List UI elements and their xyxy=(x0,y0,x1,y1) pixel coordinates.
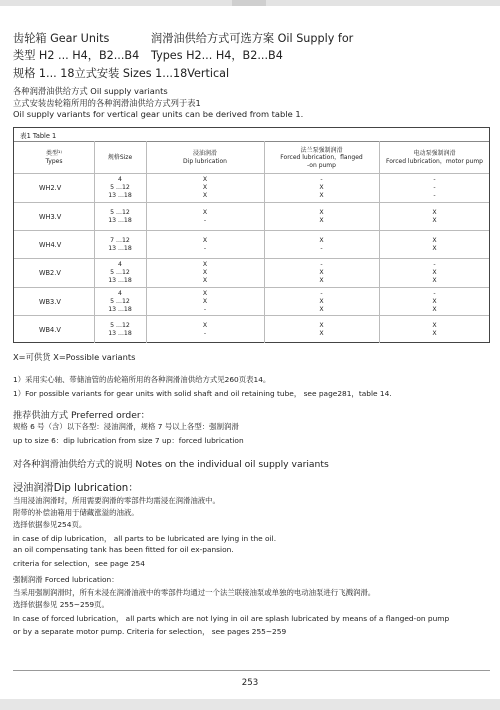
motor-pump-cell xyxy=(379,209,490,224)
motor-pump-cell-value: X xyxy=(432,217,437,224)
dip-cell-value: X xyxy=(202,322,208,330)
type-cell: WB3.V xyxy=(39,298,61,306)
motor-pump-cell-value: - xyxy=(433,290,436,298)
size-cell-value: 5 ...12 xyxy=(110,184,130,192)
dip-cell-value: X xyxy=(202,237,208,245)
preferred-title: 推荐供油方式 Preferred order： xyxy=(13,410,150,421)
size-cell-value: 4 xyxy=(118,290,122,298)
size-cell-value: 13 ...18 xyxy=(108,276,132,284)
dip-line-4: in case of dip lubrication， all parts to be lubricated are lying in the oil. xyxy=(13,534,277,543)
flange-pump-cell-value: X xyxy=(319,217,324,224)
header-types xyxy=(14,143,94,173)
type-cell: WB4.V xyxy=(39,326,61,334)
forced-line-1: 当采用强制润滑时，所有未浸在润滑油液中的零部件均通过一个法兰联接油泵或单独的电动油泵进行飞溅润滑。 xyxy=(13,588,376,597)
motor-pump-cell-value: X xyxy=(432,269,437,277)
size-cell xyxy=(96,261,144,284)
size-cell-value: 4 xyxy=(118,176,122,184)
row-divider xyxy=(14,258,489,259)
motor-pump-cell xyxy=(379,261,490,284)
dip-cell-value: - xyxy=(203,217,207,224)
dip-cell xyxy=(146,176,264,199)
motor-pump-cell-value: X xyxy=(432,305,437,313)
top-bar xyxy=(0,0,500,6)
flange-pump-cell xyxy=(264,209,379,224)
type-cell: WH3.V xyxy=(39,213,62,221)
dip-line-3: 选择依据参见254页。 xyxy=(13,520,87,529)
preferred-en: up to size 6：dip lubrication from size 7 up：forced lubrication xyxy=(13,436,244,445)
flange-pump-cell xyxy=(264,290,379,313)
flange-pump-cell-value: X xyxy=(319,184,324,192)
size-cell-value: 4 xyxy=(118,261,122,269)
flange-pump-cell-value: X xyxy=(319,191,324,199)
header-divider xyxy=(14,173,489,174)
size-cell-value: 13 ...18 xyxy=(108,245,132,252)
dip-cell xyxy=(146,290,264,313)
dip-title: 浸油润滑Dip lubrication： xyxy=(13,483,139,494)
header-dip-en: Dip lubrication xyxy=(183,158,227,165)
table-caption-rule xyxy=(14,141,489,142)
motor-pump-cell-value: X xyxy=(432,237,437,245)
intro-line-1: 各种润滑油供给方式 Oil supply variants xyxy=(13,86,168,96)
header-gear-units: 齿轮箱 Gear Units xyxy=(13,32,110,45)
header-size-label: 规格Size xyxy=(107,154,133,162)
bottom-bar xyxy=(0,699,500,710)
flange-pump-cell-value: X xyxy=(319,305,324,313)
dip-cell xyxy=(146,209,264,224)
footer-rule xyxy=(13,670,490,671)
flange-pump-cell-value: - xyxy=(320,245,323,252)
type-cell: WB2.V xyxy=(39,269,61,277)
dip-cell-value: X xyxy=(202,209,208,217)
top-bar-notch xyxy=(232,0,266,6)
dip-cell xyxy=(146,237,264,252)
motor-pump-cell-value: - xyxy=(433,261,436,269)
header-dip-cn: 浸油润滑 xyxy=(192,150,217,158)
oil-supply-table xyxy=(13,127,490,343)
flange-pump-cell-value: X xyxy=(319,276,324,284)
footnote-en: 1）For possible variants for gear units with solid shaft and oil retaining tube， see page281，table 14. xyxy=(13,389,392,398)
size-cell xyxy=(96,176,144,199)
dip-cell-value: X xyxy=(202,290,208,298)
flange-pump-cell xyxy=(264,237,379,252)
size-cell-value: 13 ...18 xyxy=(108,305,132,313)
dip-line-6: criteria for selection，see page 254 xyxy=(13,559,145,568)
motor-pump-cell-value: X xyxy=(432,298,437,306)
flange-pump-cell-value: X xyxy=(319,269,324,277)
size-cell xyxy=(96,290,144,313)
motor-pump-cell xyxy=(379,290,490,313)
motor-pump-cell-value: X xyxy=(432,245,437,252)
notes-title: 对各种润滑油供给方式的说明 Notes on the individual oil supply variants xyxy=(13,459,329,470)
motor-pump-cell-value: - xyxy=(433,191,436,199)
size-cell-value: 13 ...18 xyxy=(108,191,132,199)
header-types-en: Types xyxy=(45,158,63,165)
header-motor-cn: 电动泵强制润滑 xyxy=(413,150,456,158)
row-divider xyxy=(14,287,489,288)
dip-cell xyxy=(146,322,264,337)
size-cell-value: 13 ...18 xyxy=(108,217,132,224)
flange-pump-cell-value: X xyxy=(319,237,324,245)
row-divider xyxy=(14,230,489,231)
flange-pump-cell-value: - xyxy=(320,290,323,298)
header-sizes: 规格 1... 18立式安装 Sizes 1...18Vertical xyxy=(13,67,230,80)
dip-cell-value: X xyxy=(202,276,208,284)
type-cell: WH4.V xyxy=(39,241,62,249)
size-cell xyxy=(96,237,144,252)
dip-cell-value: X xyxy=(202,269,208,277)
dip-line-1: 当用浸油润滑时，所用需要润滑的零部件均需浸在润滑油液中。 xyxy=(13,496,220,505)
header-types-cn: 类型¹⁾ xyxy=(46,150,62,158)
size-cell-value: 5 ...12 xyxy=(110,209,130,217)
flange-pump-cell-value: X xyxy=(319,322,324,330)
row-divider xyxy=(14,315,489,316)
dip-cell-value: - xyxy=(203,305,207,313)
flange-pump-cell-value: X xyxy=(319,298,324,306)
dip-cell-value: X xyxy=(202,261,208,269)
header-motor-en: Forced lubrication，motor pump xyxy=(385,158,483,165)
size-cell-value: 5 ...12 xyxy=(110,322,130,330)
flange-pump-cell-value: - xyxy=(320,176,323,184)
motor-pump-cell-value: - xyxy=(433,184,436,192)
table-caption: 表1 Table 1 xyxy=(20,132,57,140)
forced-line-2: 选择依据参见 255~259页。 xyxy=(13,600,109,609)
flange-pump-cell xyxy=(264,261,379,284)
header-size xyxy=(94,143,146,173)
forced-title: 强制润滑 Forced lubrication： xyxy=(13,575,119,584)
motor-pump-cell xyxy=(379,322,490,337)
motor-pump-cell-value: - xyxy=(433,176,436,184)
size-cell-value: 13 ...18 xyxy=(108,330,132,337)
intro-line-3: Oil supply variants for vertical gear units can be derived from table 1. xyxy=(13,109,304,119)
dip-cell xyxy=(146,261,264,284)
header-forced-flange xyxy=(264,143,379,173)
header-types-en: Types H2... H4，B2...B4 xyxy=(151,49,283,62)
page-number: 253 xyxy=(241,678,259,688)
motor-pump-cell-value: X xyxy=(432,209,437,217)
header-forced-en: Forced lubrication，flanged xyxy=(280,154,363,162)
header-forced-en2: -on pump xyxy=(307,161,336,169)
flange-pump-cell-value: - xyxy=(320,261,323,269)
header-oil-supply: 润滑油供给方式可选方案 Oil Supply for xyxy=(151,32,354,45)
motor-pump-cell xyxy=(379,176,490,199)
motor-pump-cell-value: X xyxy=(432,330,437,337)
size-cell-value: 5 ...12 xyxy=(110,298,130,306)
motor-pump-cell-value: X xyxy=(432,276,437,284)
header-dip xyxy=(146,143,264,173)
size-cell xyxy=(96,209,144,224)
forced-line-4: or by a separate motor pump. Criteria for selection， see pages 255~259 xyxy=(13,627,287,636)
motor-pump-cell-value: X xyxy=(432,322,437,330)
type-cell: WH2.V xyxy=(39,184,62,192)
flange-pump-cell-value: X xyxy=(319,209,324,217)
dip-cell-value: - xyxy=(203,330,207,337)
dip-cell-value: - xyxy=(203,245,207,252)
dip-line-5: an oil compensating tank has been fitted for oil ex-pansion. xyxy=(13,545,234,554)
flange-pump-cell xyxy=(264,322,379,337)
intro-line-2: 立式安装齿轮箱所用的各种润滑油供给方式列于表1 xyxy=(13,98,201,108)
footnote-cn: 1）采用实心轴、带储油管的齿轮箱所用的各种润滑油供给方式见260页表14。 xyxy=(13,375,271,384)
header-types-cn: 类型 H2 ... H4，B2...B4 xyxy=(13,49,140,62)
preferred-cn: 规格 6 号（含）以下各型：浸油润滑，规格 7 号以上各型：强制润滑 xyxy=(13,422,239,431)
dip-line-2: 附带的补偿油箱用于储藏涨溢的油液。 xyxy=(13,508,139,517)
flange-pump-cell-value: X xyxy=(319,330,324,337)
forced-line-3: In case of forced lubrication， all parts which are not lying in oil are splash lubricated by means of a flanged-on pump xyxy=(13,614,450,623)
header-forced-motor xyxy=(379,143,490,173)
size-cell-value: 7 ...12 xyxy=(110,237,130,245)
size-cell-value: 5 ...12 xyxy=(110,269,130,277)
size-cell xyxy=(96,322,144,337)
dip-cell-value: X xyxy=(202,191,208,199)
row-divider xyxy=(14,202,489,203)
header-forced-cn: 法兰泵强制润滑 xyxy=(300,146,343,154)
legend: X=可供货 X=Possible variants xyxy=(13,352,136,362)
flange-pump-cell xyxy=(264,176,379,199)
dip-cell-value: X xyxy=(202,298,208,306)
dip-cell-value: X xyxy=(202,176,208,184)
motor-pump-cell xyxy=(379,237,490,252)
dip-cell-value: X xyxy=(202,184,208,192)
